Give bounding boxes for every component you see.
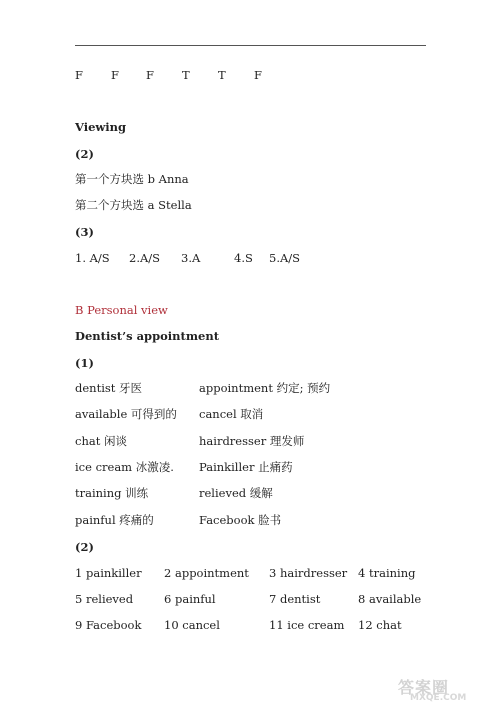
tf-answer: F bbox=[254, 68, 262, 82]
tf-answer: F bbox=[146, 68, 154, 82]
vocab-row bbox=[75, 381, 435, 395]
vocab-term: hairdresser 理发师 bbox=[199, 434, 305, 448]
vocab-row bbox=[75, 513, 435, 527]
tf-answer: T bbox=[218, 68, 226, 82]
answer-item: 12 chat bbox=[358, 618, 402, 632]
tf-answer: F bbox=[111, 68, 119, 82]
viewing-q2-label: (2) bbox=[75, 147, 94, 161]
vocab-term: cancel 取消 bbox=[199, 407, 264, 421]
answer-item: 4 training bbox=[358, 566, 416, 580]
vocab-row bbox=[75, 407, 435, 421]
viewing-q3-label: (3) bbox=[75, 225, 94, 239]
section-b-q1-label: (1) bbox=[75, 356, 94, 370]
vocab-term: chat 闲谈 bbox=[75, 434, 127, 448]
vocab-term: available 可得到的 bbox=[75, 407, 177, 421]
top-divider bbox=[75, 45, 426, 46]
vocab-row bbox=[75, 486, 435, 500]
answer-item: 5 relieved bbox=[75, 592, 134, 606]
vocab-term: dentist 牙医 bbox=[75, 381, 143, 395]
tf-answer: T bbox=[182, 68, 190, 82]
answer-item: 6 painful bbox=[164, 592, 216, 606]
answer-item: 11 ice cream bbox=[269, 618, 345, 632]
q3-answer: 3.A bbox=[181, 251, 201, 265]
watermark-logo-text: 答案圈 bbox=[398, 678, 450, 697]
viewing-heading: Viewing bbox=[75, 120, 127, 134]
section-b-subtitle: Dentist’s appointment bbox=[75, 329, 220, 343]
answer-item: 9 Facebook bbox=[75, 618, 142, 632]
vocab-term: painful 疼痛的 bbox=[75, 513, 154, 527]
section-b-title: B Personal view bbox=[75, 303, 168, 317]
watermark-domain: MXQE.COM bbox=[410, 693, 467, 703]
q3-answer: 2.A/S bbox=[129, 251, 161, 265]
answer-row bbox=[75, 566, 435, 580]
vocab-row bbox=[75, 434, 435, 448]
section-b-q2-label: (2) bbox=[75, 540, 94, 554]
viewing-q3-answers bbox=[75, 251, 435, 265]
vocab-term: Facebook 脸书 bbox=[199, 513, 282, 527]
vocab-term: ice cream 冰激凌. bbox=[75, 460, 174, 474]
answer-row bbox=[75, 592, 435, 606]
answer-item: 8 available bbox=[358, 592, 422, 606]
site-watermark bbox=[398, 678, 498, 704]
answer-item: 2 appointment bbox=[164, 566, 249, 580]
answer-row bbox=[75, 618, 435, 632]
answer-item: 1 painkiller bbox=[75, 566, 142, 580]
q3-answer: 5.A/S bbox=[269, 251, 301, 265]
q3-answer: 1. A/S bbox=[75, 251, 110, 265]
vocab-term: training 训练 bbox=[75, 486, 149, 500]
q3-answer: 4.S bbox=[234, 251, 253, 265]
vocab-term: relieved 缓解 bbox=[199, 486, 273, 500]
answer-item: 7 dentist bbox=[269, 592, 321, 606]
tf-answer: F bbox=[75, 68, 83, 82]
vocab-term: Painkiller 止痛药 bbox=[199, 460, 293, 474]
true-false-answers bbox=[75, 68, 275, 82]
viewing-q2-line: 第一个方块选 b Anna bbox=[75, 172, 189, 186]
answer-item: 10 cancel bbox=[164, 618, 220, 632]
vocab-row bbox=[75, 460, 435, 474]
vocab-term: appointment 约定; 预约 bbox=[199, 381, 331, 395]
answer-item: 3 hairdresser bbox=[269, 566, 348, 580]
viewing-q2-line: 第二个方块选 a Stella bbox=[75, 198, 192, 212]
